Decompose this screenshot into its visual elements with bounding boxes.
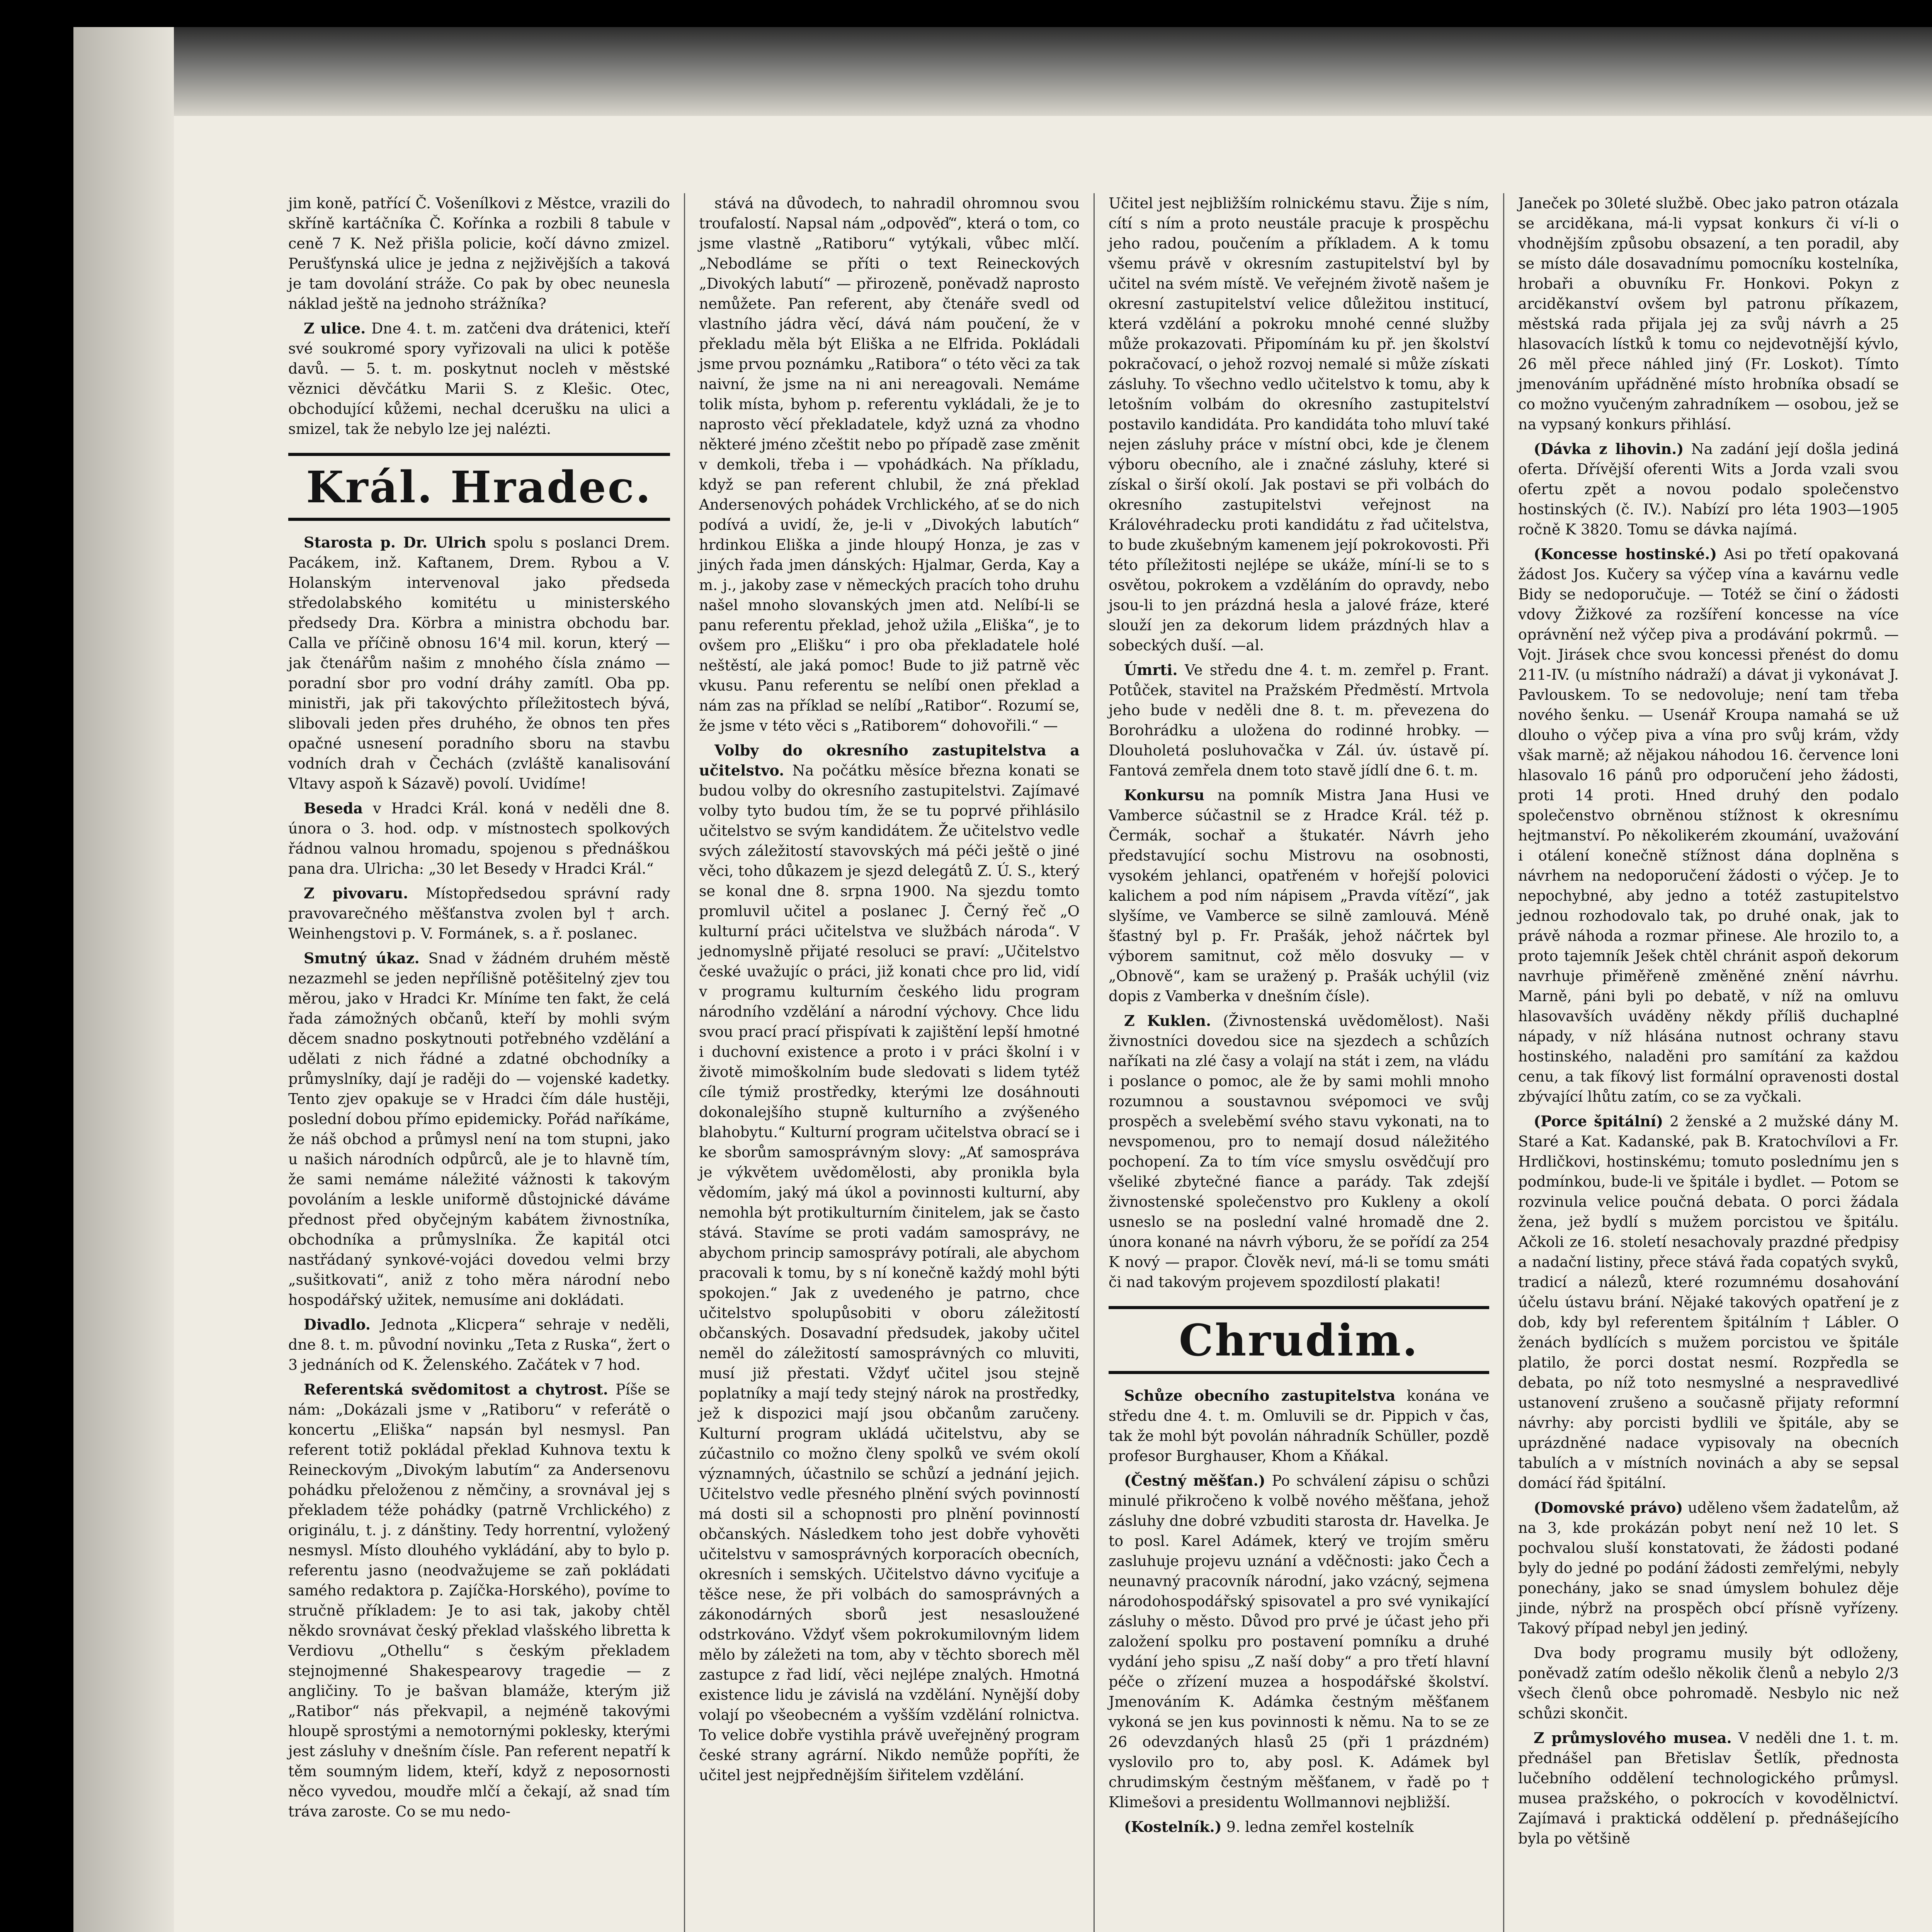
article-paragraph	[1109, 785, 1489, 1006]
paragraph-lead: (Dávka z lihovin.)	[1534, 440, 1684, 457]
paragraph-text: Snad v žádném druhém městě nezazmehl se jeden nepřílišně potěšitelný zjev tou měrou, jako v Hradci Kr. Míníme ten fakt, že celá řada zámožných občanů, kteří by mohli svým děcem snadno poskytnouti potřebného vzdělání a udělati z nich řádné a zdatné obchodníky a průmyslníky, dají je raději do — vojenské kadetky. Tento zjev opakuje se v Hradci čím dále hustěji, poslední dobou přímo epidemicky. Pořád naříkáme, že náš obchod a průmysl není na tom stupni, jako u našich národních odpůrců, ale je to hlavně tím, že sami nemáme náležité vážnosti k takovým povoláním a leskle uniformě důstojnické dáváme přednost před obyčejným kabátem živnostníka, obchodníka a průmyslníka. Že kapitál otci nastřádaný synkové-vojáci dovedou velmi brzy „sušitkovati“, aniž z toho měra národní nebo hospodářský užitek, nemusíme ani dokládati.	[288, 950, 670, 1308]
paragraph-lead: Smutný úkaz.	[304, 949, 420, 967]
section-heading-text: Král. Hradec.	[306, 462, 652, 513]
paragraph-text: Janeček po 30leté službě. Obec jako patron otázala se arciděkana, má-li vypsat konkurs či ví-li o vhodnějším způsobu obsazení, a ten poradil, aby se místo dále dosavadnímu pomocníku kostelníka, hrobaři a obuvníku Fr. Honkovi. Pokyn z arciděkanství ovšem byl patronu příkazem, městská rada přijala jej za svůj návrh a 25 hlasovacích lístků k tomu co nejdevotnější kývlo, 26 měl přece náhled jiný (Fr. Loskot). Tímto jmenováním upřádněné místo hrobníka obsadí se co možno vyučeným zahradníkem — osobou, jež se na vypsaný konkurs přihlásí.	[1518, 195, 1899, 433]
paragraph-lead: Starosta p. Dr. Ulrich	[304, 534, 486, 551]
article-paragraph	[288, 798, 670, 879]
article-paragraph	[1518, 193, 1899, 434]
article-paragraph	[288, 532, 670, 794]
paragraph-lead: Úmrti.	[1124, 661, 1178, 679]
text-columns	[274, 193, 1913, 1932]
article-paragraph	[1109, 193, 1489, 655]
column-2	[684, 193, 1094, 1932]
paragraph-lead: (Koncesse hostinské.)	[1534, 545, 1717, 563]
paragraph-text: V neděli dne 1. t. m. přednášel pan Břetislav Šetlík, přednosta lučebního oddělení technologického průmysl. musea pražského, o pokrocích v kovodělnictví. Zajímavá i praktická oddělení p. přednášejícího byla po většině	[1518, 1730, 1899, 1847]
paragraph-text: stává na důvodech, to nahradil ohromnou svou troufalostí. Napsal nám „odpověď“, která o tom, co jsme vlastně „Ratiboru“ vytýkali, vůbec mlčí. „Nebodláme se příti o text Reineckových „Divokých labutí“ — přirozeně, poněvadž naprosto nemůžete. Pan referent, aby čtenáře svedl od vlastního jádra věcí, dává nám poučení, že v překladu měla být Eliška a ne Elfrida. Pokládali jsme prvou poznámku „Ratibora“ o této věci za tak naivní, že jsme na ni ani nereagovali. Nemáme tolik místa, byhom p. referentu vykládali, že je to naprosto věcí překladatele, když uzná za vhodno některé jméno zčeštit nebo po případě zase změnit v demkoli, třeba i — vpohádkách. Na příkladu, když se pan referent chlubil, že zná překlad Andersenových pohádek Vrchlického, ať se do nich podívá a uvidí, že, je-li v „Divokých labutích“ hrdinkou Eliška a jinde hloupý Honza, je zas v jiných řada jmen dánských: Hjalmar, Gerda, Kay a m. j., jakoby zase v německých pracích toho druhu našel mnoho slovanských jmen atd. Nelíbí-li se panu referentu překlad, jehož užila „Eliška“, je to ovšem pro „Elišku“ i pro oba překladatele holé neštěstí, ale jaká pomoc! Bude to již patrně věc vkusu. Panu referentu se nelíbí onen překlad a nám zas na příklad se nelíbí „Ratibor“. Rozumí se, že jsme v této věci s „Ratiborem“ dohovořili.“ —	[699, 195, 1080, 734]
paragraph-lead: Beseda	[304, 799, 363, 817]
paragraph-text: Na zadání její došla jediná oferta. Dřívější oferenti Wits a Jorda vzali svou ofertu zpět a novou podalo společenstvo hostinských (č. IV.). Nabízí pro léta 1903—1905 ročně K 3820. Tomu se dávka najímá.	[1518, 440, 1899, 538]
article-paragraph	[1518, 439, 1899, 539]
paragraph-text: Dne 4. t. m. zatčeni dva drátenici, kteří své soukromé spory vyřizovali na ulici k potěše davů. — 5. t. m. poskytnut nocleh v městské věznici děvčátku Marii S. z Klešic. Otec, obchodující kůžemi, nechal dcerušku na ulici a smizel, tak že nebylo lze jej nalézti.	[288, 320, 670, 437]
section-heading	[288, 453, 670, 521]
column-3	[1094, 193, 1503, 1932]
paragraph-text: Učitel jest nejbližším rolnickému stavu. Žije s ním, cítí s ním a proto neustále pracuje k prospěchu jeho radou, poučením a příkladem. A k tomu všemu právě v okresním zastupitelství byl by učitel na svém místě. Ve veřejném životě našem je okresní zastupitelství velice důležitou institucí, která vzdělání a pokroku mnohé cenné služby může prokazovati. Připomínám ku př. jen školství pokračovací, o jehož rozvoj nemalé si může získati zásluhy. To všechno vedlo učitelstvo k tomu, aby k letošním volbám do okresního zastupitelství postavilo kandidáta. Pro kandidáta toho mluví také nejen zásluhy práce v místní obci, kde je členem výboru obecního, ale i značné zásluhy, které si získal o širší okolí. Jak postavi se při volbách do okresního zastupitelstvi veřejnost na Královéhradecku proti kandidátu z řad učitelstva, to bude zkušebným kamenem její pokrokovosti. Při této příležitosti nejlépe se ukáže, míní-li se to s osvětou, pokrokem a vzděláním do opravdy, nebo jsou-li to jen prázdná hesla a jalové fráze, které slouží jen za dekorum lidem prázdných hlav a sobeckých duší. —al.	[1109, 195, 1489, 654]
paragraph-lead: Z ulice.	[304, 320, 366, 337]
paragraph-lead: Z průmyslového musea.	[1534, 1729, 1732, 1747]
column-4	[1503, 193, 1913, 1932]
paragraph-text: jim koně, patřící Č. Vošenílkovi z Městce, vrazili do skříně kartáčníka Č. Kořínka a rozbili 8 tabule v ceně 7 K. Než přišla policie, kočí dávno zmizel. Perušťynská ulice je jedna z nejživějších a taková je tam dovolání stráže. Co pak by obec neunesla náklad ještě na jednoho strážníka?	[288, 195, 670, 312]
paragraph-lead: (Kostelník.)	[1124, 1818, 1222, 1835]
paragraph-text: uděleno všem žadatelům, až na 3, kde prokázán pobyt není než 10 let. S pochvalou sluší konstatovati, že žádosti podané byly do jedné po podání žádosti zemřelými, nebyly ponechány, jako se snad úmyslem bohulez děje jinde, nýbrž na prospěch obcí přísně vyřízeny. Takový případ nebyl jen jediný.	[1518, 1499, 1899, 1637]
paragraph-text: 9. ledna zemřel kostelník	[1221, 1818, 1414, 1835]
article-paragraph	[699, 740, 1080, 1785]
article-paragraph	[1109, 660, 1489, 781]
paragraph-text: konána ve středu dne 4. t. m. Omluvili se dr. Pippich v čas, tak že mohl být povolán náhradník Schüller, pozdě profesor Burghauser, Khom a Kňákal.	[1109, 1387, 1489, 1464]
paragraph-text: spolu s poslanci Drem. Pacákem, inž. Kaftanem, Drem. Rybou a V. Holanským intervenoval jako předseda středolabského komitétu u ministerského předsedy Dra. Körbra a ministra obchodu bar. Calla ve příčině obnosu 16'4 mil. korun, který — jak čtenářům našim z mnohého čísla známo — poradní sbor pro vodní dráhy zamítl. Oba pp. ministři, jak při takovýchto příležitostech bývá, slibovali jeden přes druhého, že obnos ten přes opačné usnesení poradního sboru na stavbu vodních drah v Čechách (zvláště kanalisování Vltavy aspoň k Sázavě) povolí. Uvidíme!	[288, 534, 670, 792]
paragraph-text: Ve středu dne 4. t. m. zemřel p. Frant. Potůček, stavitel na Pražském Předměstí. Mrtvola jeho bude v neděli dne 8. t. m. převezena do Borohrádku a uložena do rodinné hrobky. — Dlouholetá posluhovačka v Zál. úv. ústavě pí. Fantová zemřela dnem toto stavě jídlí dne 6. t. m.	[1109, 662, 1489, 779]
article-paragraph	[1109, 1386, 1489, 1466]
article-paragraph	[1518, 1111, 1899, 1493]
article-paragraph	[1518, 1498, 1899, 1638]
paragraph-text: Asi po třetí opakovaná žádost Jos. Kučery sa výčep vína a kavárnu vedle Bidy se nedoporučuje. — Totéž se činí o žádosti vdovy Žižkové za rozšíření koncesse na více oprávnění než výčep piva a prodávání pokrmů. — Vojt. Jirásek chce svou koncessi přenést do domu 211-IV. (u místního nádraží) a dávat ji vykonávat J. Pavlouskem. To se nedovoluje; není tam třeba nového šenku. — Usenář Kroupa namahá se už dlouho o výčep piva a vína pro svůj krám, vždy však marně; až nějakou náhodou 16. července loni hlasovalo 16 pánů pro odporučení jeho žádosti, proti 14 proti. Hned druhý den podalo společenstvo obrněnou stížnost k okresnímu hejtmanství. Po několikerém zkoumání, uvažování i otálení konečně stížnost dána doplněna s návrhem na nedoporučení žádosti o výčep. Je to nepochybné, aby jedno a totéž zastupitelstvo jednou rozhodovalo tak, po druhé onak, jak to právě náhoda a rozmar přinese. Ale hrozilo to, a proto tajemník Ješek chtěl chránit aspoň dekorum navrhuje přiměřeně změněné znění návrhu. Marně, páni byli po debatě, v níž na omluvu hlasovavších uváděny někdy příliš duchaplné nápady, v níž hlásána nutnost ochrany stavu hostinského, naladěni pro samítání za každou cenu, a tak fíkový list formální opravenosti dostal zbývající lhůtu zatím, co se za vyčkali.	[1518, 546, 1899, 1105]
paragraph-lead: (Čestný měšťan.)	[1124, 1472, 1265, 1489]
paragraph-text: (Živnostenská uvědomělost). Naši živnostníci dovedou sice na sjezdech a schůzích naříkati na zlé časy a volají na stát i zem, na vládu i poslance o pomoc, ale že by sami mohli mnoho rozumnou a soustavnou svépomoci ve svůj prospěch a sveleběmí svého stavu vykonati, na to nevspomenou, pro to nemají dosud náležitého pochopení. Za to tím více smyslu osvědčují pro všeliké zbytečné fiance a parády. Tak zdejší živnostenské společenstvo pro Kukleny a okolí usneslo se na poslední valné hromadě dne 2. února konané na návrh výboru, že se pořídí za 254 K nový — prapor. Člověk neví, má-li se tomu smáti či nad takovým projevem spozdilostí plakati!	[1109, 1012, 1489, 1291]
paragraph-lead: Referentská svědomitost a chytrost.	[304, 1381, 608, 1398]
section-heading	[1109, 1306, 1489, 1374]
article-paragraph	[699, 193, 1080, 736]
paragraph-text: Místopředsedou správní rady pravovarečného měšťanstva zvolen byl † arch. Weinhengstovi p. V. Formánek, s. a ř. poslanec.	[288, 885, 670, 942]
paragraph-lead: Z Kuklen.	[1124, 1012, 1211, 1029]
article-paragraph	[288, 193, 670, 314]
paragraph-lead: Divadlo.	[304, 1316, 371, 1333]
article-paragraph	[288, 318, 670, 439]
section-heading-text: Chrudim.	[1179, 1315, 1419, 1366]
paragraph-text: na pomník Mistra Jana Husi ve Vamberce súčastnil se z Hradce Král. též p. Čermák, sochař a štukatér. Návrh jeho představující sochu Mistrovu na osobnosti, vysokém jehlanci, opatřeném v hořejší polovici kalichem a pod ním nápisem „Pravda vítězí“, jak slyšíme, ve Vamberce se silně zamlouvá. Méně šťastný byl p. Fr. Prašák, jehož náčrtek byl výborem samitnut, což mělo dosvuky — v „Obnově“, kam se uražený p. Prašák uchýlil (viz dopis z Vamberka v dnešním čísle).	[1109, 787, 1489, 1005]
scan-shadow-top	[73, 27, 1932, 116]
paragraph-lead: Z pivovaru.	[304, 884, 408, 902]
paragraph-text: Dva body programu musily být odloženy, poněvadž zatím odešlo několik členů a nebylo 2/3 všech členů obce pohromadě. Nesbylo nic než schůzi skončit.	[1518, 1645, 1899, 1722]
paragraph-lead: Volby do okresního zastupitelstva a učitelstvo.	[699, 742, 1080, 779]
paragraph-text: v Hradci Král. koná v neděli dne 8. února o 3. hod. odp. v místnostech spolkových řádnou valnou hromadu, spojenou s přednáškou pana dra. Ulricha: „30 let Besedy v Hradci Král.“	[288, 800, 670, 877]
article-paragraph	[288, 1379, 670, 1821]
paragraph-text: 2 ženské a 2 mužské dány M. Staré a Kat. Kadanské, pak B. Kratochvílovi a Fr. Hrdličkovi, hostinskému; tomuto poslednímu jen s podmínkou, bude-li ve špitále i bydlet. — Potom se rozvinula velice poučná debata. O porci žádala žena, jež bydlí s mužem porcistou ve špitálu. Ačkoli ze 16. století nesachovaly prazdné předpisy a nadační listiny, přece stává řada copatých svyků, tradicí a nálezů, které rozumnému dosahování účelu ústavu brání. Nějaké takových opatření je z dob, kdy byl referentem špitálním † Lábler. O ženách bydlících s mužem porcistou ve špitále platilo, že porci dostat nesmí. Rozpředla se debata, po níž toto nesmyslné a nespravedlivé ustanovení zrušeno a současně přijaty reformní návrhy: aby porcisti bydlili ve špitále, aby se uprázdněné nadace vypisovaly na obecních tabulích a v místních novinách a aby se sepsal domácí řád špitální.	[1518, 1113, 1899, 1492]
paragraph-lead: (Porce špitální)	[1534, 1112, 1663, 1130]
paragraph-lead: Konkursu	[1124, 786, 1205, 804]
paragraph-text: Na počátku měsíce března konati se budou volby do okresního zastupitelstvi. Zajímavé volby tyto budou tím, že se tu poprvé přihlásilo učitelstvo se svým kandidátem. Že učitelstvo vedle svých záležitostí stavovských má péči ještě o jiné věci, toho důkazem je sjezd delegátů Z. Ú. S., který se konal dne 8. srpna 1900. Na sjezdu tomto promluvil učitel a poslanec J. Černý řeč „O kulturní práci učitelstva ve službách národa“. V jednomyslně přijaté resoluci se praví: „Učitelstvo české uvažujíc o práci, již konati chce pro lid, vidí v programu kulturním českého lidu program národního vzdělání a národní výchovy. Chce lidu svou prací prací přispívati k zajištění lepší hmotné i duchovní existence a proto i v práci školní i v životě mimoškolním bude sledovati s lidem tytéž cíle týmiž prostředky, kterými lze dosáhnouti dokonalejšího stupně kulturního a zvýšeného blahobytu.“ Kulturní program učitelstva obrací se i ke sborům samosprávným slovy: „Ať samospráva je výkvětem uvědomělosti, aby pronikla byla vědomím, jaký má úkol a povinnosti kulturní, aby nemohla být protikulturním činitelem, jak se často stává. Stavíme se proti vadám samosprávy, ne abychom princip samosprávy potírali, ale abychom pracovali k tomu, by s ní konečně každý mohl býti spokojen.“ Jak z uvedeného je patrno, chce učitelstvo spolupůsobiti v oboru záležitostí občanských. Dosavadní předsudek, jakoby učitel neměl do záležitostí samosprávných co mluviti, musí již přestati. Vždyť učitel jsou stejně poplatníky a mají tedy stejný nárok na prostředky, jež k dispozici mají jsou občanům zaručeny. Kulturní program ukládá učitelstvu, aby se zúčastnilo co možno členy spolků ve svém okolí významných, účastnilo se schůzí a jednání jejich. Učitelstvo vedle přesného plnění svých povinností má dosti sil a schopnosti pro plnění povinností občanských. Následkem toho jest dobře vyhověti učitelstvu v samosprávných korporacích obecních, okresních i semských. Učitelstvo dávno vyciťuje a těšce nese, že při volbách do samosprávných a zákonodárných sborů jest nesasloužené odstrkováno. Vždyť všem pokrokumilovným lidem mělo by záležeti na tom, aby v těchto sborech měl zastupce z řad lidí, věci nejlépe znalých. Hmotná existence lidu je závislá na vzdělání. Nynější doby volají po všeobecném a vyšším vzdělání rolnictva. To velice dobře vystihla právě uveřejněný program české strany agrární. Nikdo nemůže popříti, že učitel jest nejpřednějším šiřitelem vzdělání.	[699, 762, 1080, 1784]
paragraph-lead: (Domovské právo)	[1534, 1499, 1683, 1516]
newspaper-page	[73, 27, 1932, 1932]
paragraph-text: Píše se nám: „Dokázali jsme v „Ratiboru“ v referátě o koncertu „Eliška“ napsán byl nesmysl. Pan referent totiž pokládal překlad Kuhnova textu k Reineckovým „Divokým labutím“ za Andersenovu pohádku přeloženou z němčiny, a srovnával jej s překladem téže pohádky (patrně Vrchlického) z originálu, t. j. z dánštiny. Tedy horrentní, vyložený nesmysl. Místo dlouhého vykládání, aby to bylo p. referentu jasno (neodvažujeme se zaň pokládati samého redaktora p. Zajíčka-Horského), povíme to stručně příkladem: Je to asi tak, jakoby chtěl někdo srovnávat český překlad vlašského libretta k Verdiovu „Othellu“ s českým překladem stejnojmenné Shakespearovy tragedie — z angličiny. To je bašvan blamáže, kterým již „Ratibor“ nás překvapil, a nejméně takovými hloupě sprostými a nemotornými poklesky, kterými jest zásluhy v dnešním čísle. Pan referent nepatří k těm soumným lidem, kteří, když z neposornosti něco vyvedou, moudře mlčí a čekají, až snad tím tráva zaroste. Co se mu nedo-	[288, 1381, 670, 1820]
article-paragraph	[288, 883, 670, 944]
article-paragraph	[288, 948, 670, 1310]
article-paragraph	[1109, 1471, 1489, 1812]
article-paragraph	[288, 1315, 670, 1375]
paragraph-text: Jednota „Klicpera“ sehraje v neděli, dne 8. t. m. původní novinku „Teta z Ruska“, žert o 3 jednáních od K. Želenského. Začátek v 7 hod.	[288, 1316, 670, 1373]
paragraph-lead: Schůze obecního zastupitelstva	[1124, 1387, 1396, 1404]
article-paragraph	[1518, 1728, 1899, 1849]
column-1	[274, 193, 684, 1932]
article-paragraph	[1109, 1817, 1489, 1837]
paragraph-text: Po schválení zápisu o schůzi minulé přikročeno k volbě nového měšťana, jehož zásluhy dne dobré vzbuditi starosta dr. Havelka. Je to posl. Karel Adámek, který ve trojím směru zasluhuje projevu uznání a vděčnosti: jako Čech a neunavný pracovník národní, jako vzácný, sejmena národohospodářský spisovatel a pro své vynikající zásluhy o město. Důvod pro prvé je účast jeho při založení spolku pro postavení pomníku a druhé vydání jeho spisu „Z naší doby“ a pro třetí hlavní péče o zřízení muzea a hospodářské školství. Jmenováním K. Adámka čestným měšťanem vykoná se jen kus povinnosti k němu. Na to se ze 26 odevzdaných hlasů 25 (při 1 prázdném) vyslovilo pro to, aby posl. K. Adámek byl chrudimským čestným měšťanem, v řadě po † Klimešovi a presidentu Wollmannovi nejbližší.	[1109, 1472, 1489, 1811]
scan-shadow-left	[73, 27, 174, 1932]
article-paragraph	[1518, 544, 1899, 1107]
article-paragraph	[1518, 1643, 1899, 1723]
article-paragraph	[1109, 1011, 1489, 1292]
